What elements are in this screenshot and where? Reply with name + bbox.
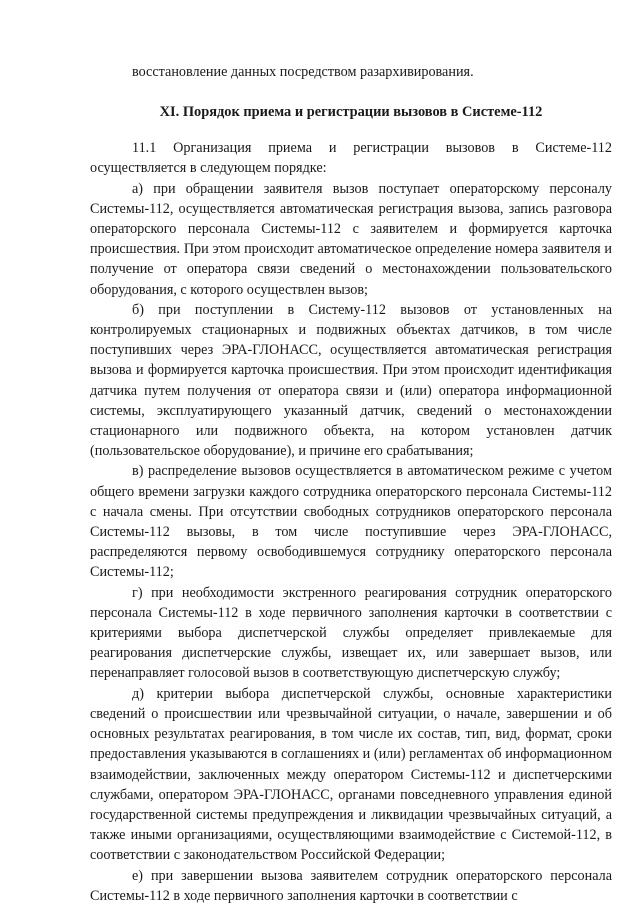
paragraph-11-1: 11.1 Организация приема и регистрации вызовов в Системе-112 осуществляется в следующем порядке: xyxy=(90,140,612,177)
section-heading: XI. Порядок приема и регистрации вызовов в Системе-112 xyxy=(159,104,543,121)
paragraph-b: б) при поступлении в Систему-112 вызовов от установленных на контролируемых стационарных и подвижных объектах датчиков, в том числе поступивших через ЭРА-ГЛОНАСС, осуществляется автоматическая регистрация вызова и формируется карточка происшествия. При этом происходит идентификация датчика путем получения от оператора связи и (или) оператора информационной системы, эксплуатирующего указанный датчик, сведений о местонахождении стационарного или подвижного объекта, на котором установлен датчик (пользовательское оборудование), и причине его срабатывания; xyxy=(90,301,612,460)
paragraph-a: а) при обращении заявителя вызов поступает операторскому персоналу Системы-112, осуществляется автоматическая регистрация вызова, запись разговора операторского персонала Системы-112 с заявителем и формируется карточка происшествия. При этом происходит автоматическое определение номера заявителя и получение от оператора связи сведений о местонахождении пользовательского оборудования, с которого осуществлен вызов; xyxy=(90,180,612,298)
paragraph-e: е) при завершении вызова заявителем сотрудник операторского персонала Системы-112 в ходе первичного заполнения карточки в соответствии с xyxy=(90,867,612,904)
paragraph-v: в) распределение вызовов осуществляется в автоматическом режиме с учетом общего времени загрузки каждого сотрудника операторского персонала Системы-112 с начала смены. При отсутствии свободных сотрудников операторского персонала Системы-112 вызовы, в том числе поступившие через ЭРА-ГЛОНАСС, распределяются первому освободившемуся сотруднику операторского персонала Системы-112; xyxy=(90,463,612,581)
paragraph-d: д) критерии выбора диспетчерской службы, основные характеристики сведений о происшествии или чрезвычайной ситуации, о начале, завершении и об основных результатах реагирования, в том числе их состав, тип, вид, формат, сроки предоставления указываются в соглашениях и (или) регламентах об информационном взаимодействии, заключенных между оператором Системы-112 и диспетчерскими службами, оператором ЭРА-ГЛОНАСС, органами повседневного управления единой государственной системы предупреждения и ликвидации чрезвычайных ситуаций, а также иными организациями, осуществляющими взаимодействие с Системой-112, в соответствии с законодательством Российской Федерации; xyxy=(90,685,612,864)
document-page xyxy=(90,62,612,906)
intro-line: восстановление данных посредством разархивирования. xyxy=(132,64,474,80)
paragraph-g: г) при необходимости экстренного реагирования сотрудник операторского персонала Системы-112 в ходе первичного заполнения карточки в соответствии с критериями выбора диспетчерской службы определяет привлекаемые для реагирования диспетчерские службы, извещает их, или завершает вызов, или перенаправляет голосовой вызов в соответствующую диспетчерскую службу; xyxy=(90,584,612,682)
